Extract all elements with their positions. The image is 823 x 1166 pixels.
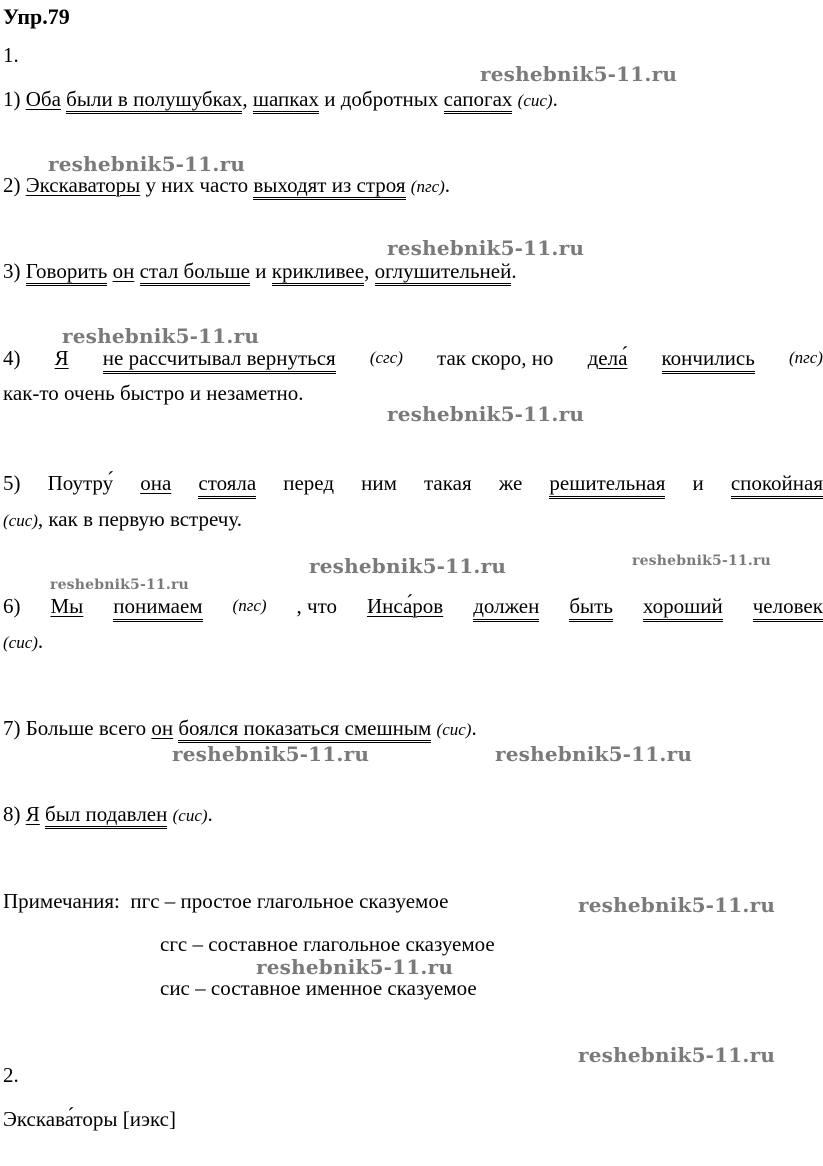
subject: она [140, 471, 172, 495]
sentence-8: 8) Я был подавлен (сис). [3, 801, 213, 829]
notes-label: Примечания: [3, 889, 120, 913]
watermark: reshebnik5-11.ru [48, 152, 246, 176]
predicate: быть [569, 593, 613, 622]
predicate: хороший [643, 593, 723, 622]
sentence-3: 3) Говорить он стал больше и крикливее, оглушительней. [3, 258, 517, 284]
predicate: оглушительней [375, 259, 512, 286]
predicate: был подавлен [45, 802, 167, 829]
sentence-2: 2) Экскаваторы у них часто выходят из строя (пгс). [3, 172, 450, 200]
watermark: reshebnik5-11.ru [578, 893, 776, 917]
predicate: были в полушубках [66, 87, 242, 114]
predicate: понимаем [113, 593, 202, 622]
notes-line-1: Примечания: пгс – простое глагольное сказуемое [3, 889, 449, 913]
subject: Я [54, 346, 69, 370]
predicate: решительная [549, 470, 665, 499]
watermark: reshebnik5-11.ru [62, 324, 260, 348]
watermark: reshebnik5-11.ru [495, 742, 693, 766]
part2-label: 2. [3, 1063, 19, 1087]
sentence-5-line2: (сис), как в первую встречу. [3, 507, 242, 531]
predicate: Говорить [26, 259, 108, 286]
exercise-heading: Упр.79 [3, 4, 70, 29]
predicate: сапогах [444, 87, 513, 114]
predicate: крикливее [272, 259, 364, 286]
watermark: reshebnik5-11.ru [578, 1043, 776, 1067]
watermark: reshebnik5-11.ru [387, 236, 585, 260]
watermark: reshebnik5-11.ru [50, 577, 189, 593]
predicate: стал больше [140, 259, 250, 286]
subject: Мы [50, 594, 84, 618]
subject: дела́ [587, 346, 628, 370]
predicate: шапках [253, 87, 319, 114]
predicate: кончились [662, 345, 755, 374]
predicate: человек [753, 593, 823, 622]
transcription-word: Экскава́торы [3, 1107, 118, 1131]
predicate: стояла [198, 470, 256, 499]
watermark: reshebnik5-11.ru [256, 955, 454, 979]
sentence-6: 6) Мы понимаем (пгс) , что Инса́ров должен быть хороший человек [3, 593, 823, 622]
watermark: reshebnik5-11.ru [480, 62, 678, 86]
sentence-5: 5) Поутру́ она стояла перед ним такая же решительная и спокойная [3, 470, 823, 499]
watermark: reshebnik5-11.ru [632, 553, 771, 569]
subject: Я [25, 802, 40, 826]
watermark: reshebnik5-11.ru [387, 402, 585, 426]
sentence-4-line2: как-то очень быстро и незаметно. [3, 381, 304, 405]
predicate: спокойная [731, 470, 823, 499]
part1-label: 1. [3, 43, 19, 67]
sentence-1: 1) Оба были в полушубках, шапках и добротных сапогах (сис). [3, 86, 558, 114]
predicate: не рассчитывал вернуться [103, 345, 336, 374]
subject: Оба [25, 87, 61, 111]
predicate: выходят из строя [253, 173, 405, 200]
predicate: должен [473, 593, 539, 622]
transcription [3, 1106, 176, 1132]
subject: Инса́ров [366, 594, 444, 618]
subject: Экскаваторы [25, 173, 141, 197]
sentence-4: 4) Я не рассчитывал вернуться (сгс) так скоро, но дела́ кончились (пгс) [3, 345, 823, 374]
predicate: боялся показаться смешным [178, 716, 431, 743]
watermark: reshebnik5-11.ru [172, 742, 370, 766]
notes-line-2: сгс – составное глагольное сказуемое [160, 932, 495, 956]
num: 1) [3, 87, 21, 111]
subject: он [112, 259, 135, 283]
sentence-7: 7) Больше всего он боялся показаться смешным (сис). [3, 715, 477, 743]
sentence-6-line2: (сис). [3, 629, 44, 653]
watermark: reshebnik5-11.ru [309, 554, 507, 578]
notes-line-3: сис – составное именное сказуемое [160, 976, 477, 1000]
transcription-ipa: [иэкс] [122, 1107, 176, 1131]
subject: он [151, 716, 174, 740]
